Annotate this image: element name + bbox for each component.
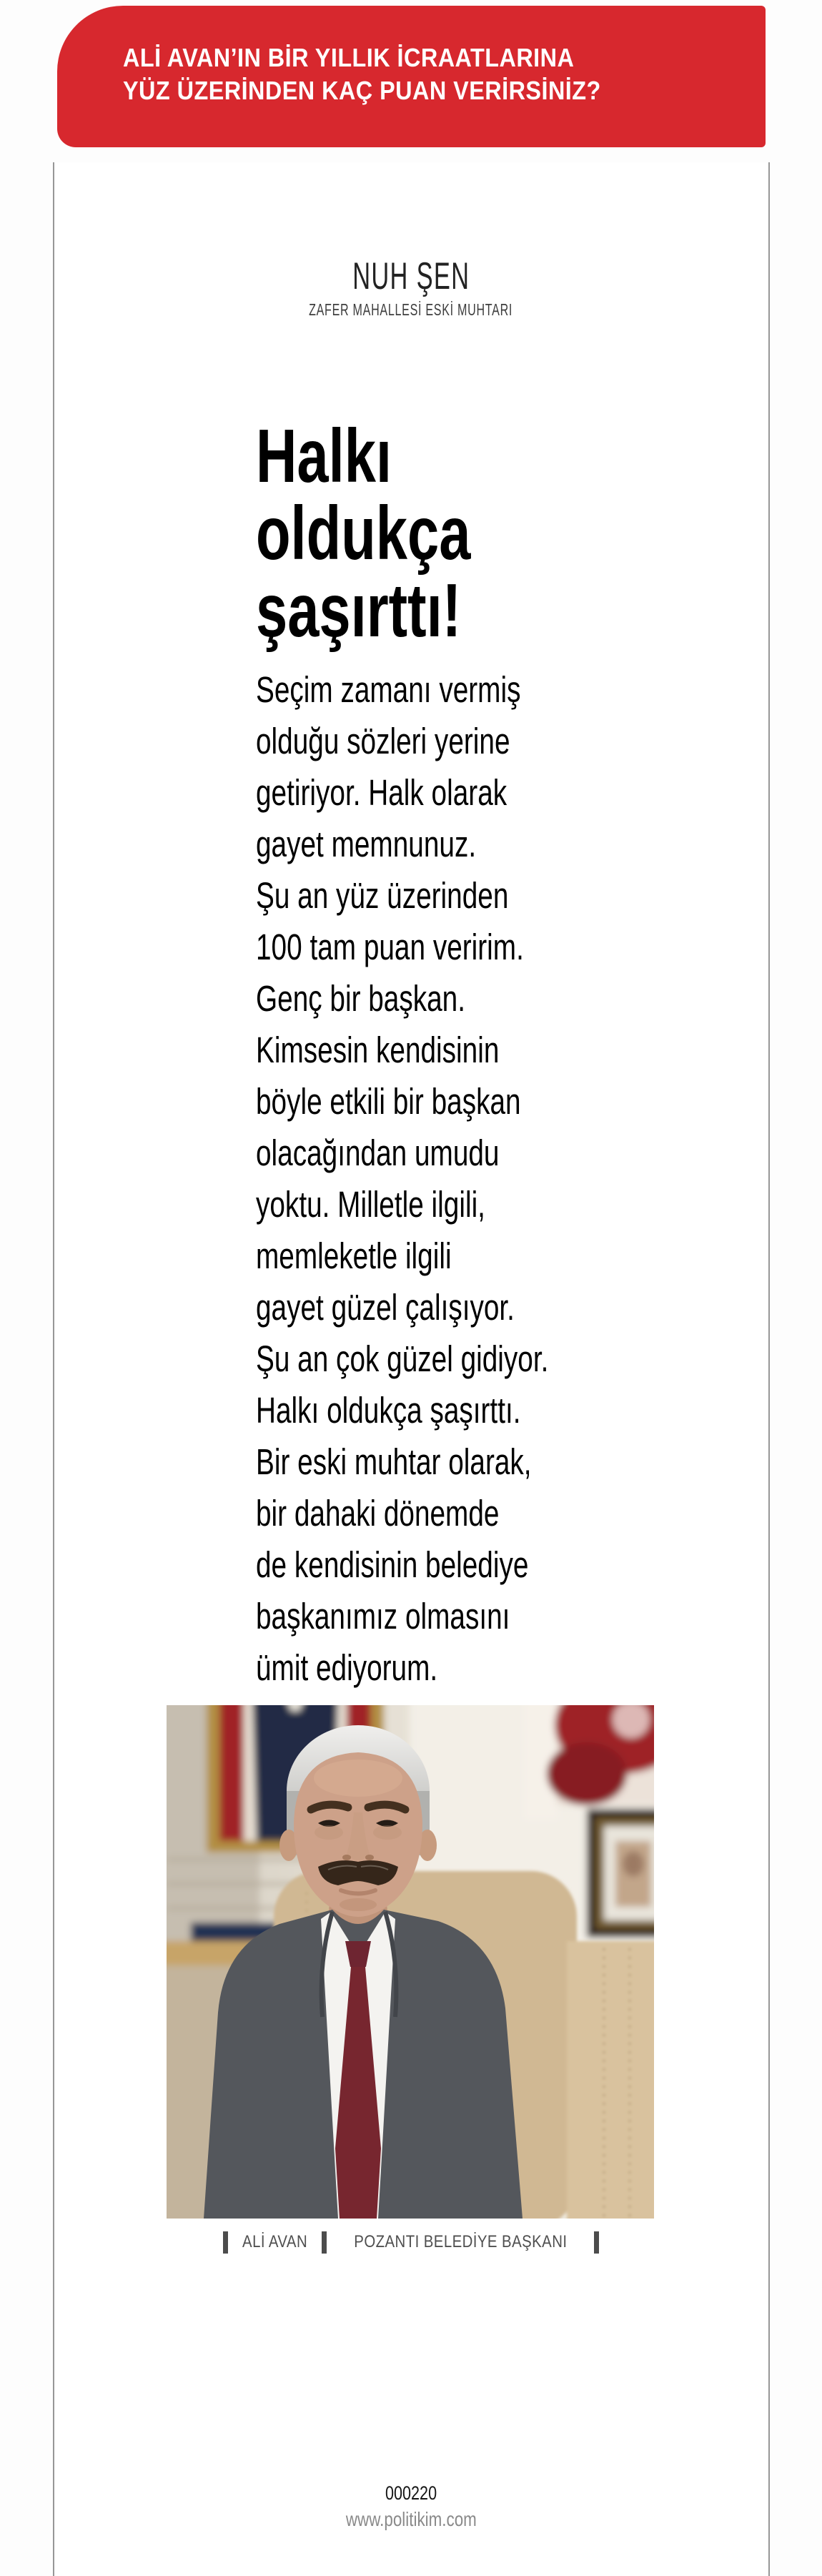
body-line: böyle etkili bir başkan — [256, 1081, 521, 1122]
body-line: Seçim zamanı vermiş — [256, 669, 521, 710]
headline-line: oldukça — [256, 491, 471, 576]
caption-divider — [594, 2231, 599, 2254]
portrait-photo — [167, 1705, 654, 2219]
body-line: ümit ediyorum. — [256, 1647, 438, 1688]
banner-line-1: ALİ AVAN’IN BİR YILLIK İCRAATLARINA — [123, 43, 575, 72]
footer-website-text: www.politikim.com — [345, 2508, 477, 2530]
caption-role: POZANTI BELEDİYE BAŞKANI — [354, 2232, 568, 2251]
body-line: olacağından umudu — [256, 1132, 500, 1173]
footer-code-text: 000220 — [385, 2482, 437, 2504]
interviewee-name — [0, 255, 822, 298]
footer-website — [0, 2508, 822, 2531]
banner-line-2: YÜZ ÜZERİNDEN KAÇ PUAN VERİRSİNİZ? — [123, 76, 601, 105]
caption-divider — [322, 2231, 327, 2254]
body-line: bir dahaki dönemde — [256, 1493, 500, 1534]
interviewee-name-text: NUH ŞEN — [352, 255, 470, 297]
interviewee-title — [0, 300, 822, 320]
footer-code — [0, 2482, 822, 2505]
article-headline — [256, 414, 471, 653]
photo-caption — [0, 2229, 822, 2255]
body-line: gayet güzel çalışıyor. — [256, 1287, 515, 1328]
caption-divider — [223, 2231, 228, 2254]
body-line: başkanımız olmasını — [256, 1596, 510, 1637]
body-line: Kimsesin kendisinin — [256, 1030, 500, 1070]
body-line: Şu an çok güzel gidiyor. — [256, 1338, 549, 1379]
body-line: Bir eski muhtar olarak, — [256, 1441, 532, 1482]
body-line: Şu an yüz üzerinden — [256, 875, 509, 916]
question-banner — [57, 6, 766, 147]
caption-name: ALİ AVAN — [242, 2232, 307, 2251]
body-line: gayet memnunuz. — [256, 824, 477, 864]
side-photo-frame — [587, 1809, 654, 1938]
interviewee-title-text: ZAFER MAHALLESİ ESKİ MUHTARI — [309, 300, 513, 319]
body-line: de kendisinin belediye — [256, 1544, 529, 1585]
body-line: yoktu. Milletle ilgili, — [256, 1184, 485, 1225]
headline-line: şaşırttı! — [256, 568, 462, 653]
article-body — [256, 664, 548, 1694]
body-line: getiriyor. Halk olarak — [256, 772, 507, 813]
body-line: Genç bir başkan. — [256, 978, 466, 1019]
body-line: Halkı oldukça şaşırttı. — [256, 1390, 521, 1431]
body-line: olduğu sözleri yerine — [256, 721, 510, 761]
body-line: 100 tam puan veririm. — [256, 927, 524, 967]
body-line: memleketle ilgili — [256, 1235, 452, 1276]
headline-line: Halkı — [256, 414, 392, 498]
flag-drape — [547, 1705, 654, 1805]
